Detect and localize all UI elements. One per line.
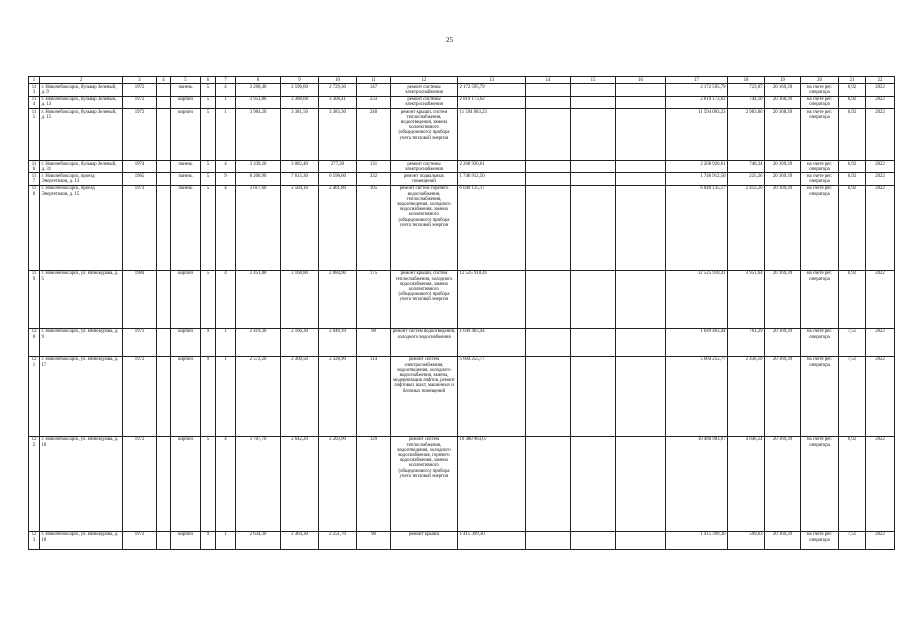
cell-living-area: 3 388,68 xyxy=(281,96,319,108)
cell-c15 xyxy=(571,173,616,185)
cell-c4 xyxy=(157,436,171,531)
cell-entrances: 1 xyxy=(216,328,236,356)
cell-address: г. Новочебоксарск, ул. Винокурова, д. 9 xyxy=(40,328,123,356)
cell-entrances: 4 xyxy=(216,84,236,96)
cell-cost: 2 268 926,61 xyxy=(458,161,526,173)
cell-num: 117 xyxy=(29,173,40,185)
cell-c21: 6,92 xyxy=(839,84,866,96)
table-row xyxy=(29,436,895,531)
cell-living-area: 2 504,10 xyxy=(281,185,319,270)
cell-c16 xyxy=(616,96,666,108)
cell-material: кирпич xyxy=(171,109,201,161)
cell-c18: 2 436,10 xyxy=(728,356,765,436)
cell-residents: 175 xyxy=(357,270,391,328)
cell-c4 xyxy=(157,356,171,436)
cell-c18: 599,63 xyxy=(728,531,765,549)
table-row xyxy=(29,270,895,328)
cell-address: г. Новочебоксарск, ул. Винокурова, д. 18 xyxy=(40,436,123,531)
column-number-cell: 7 xyxy=(216,77,236,84)
cell-c17: 2 268 926,61 xyxy=(666,161,728,173)
cell-num: 119 xyxy=(29,270,40,328)
cell-work: ремонт системы электроснабжения xyxy=(391,84,458,96)
cell-floors: 9 xyxy=(201,328,216,356)
cell-entrances: 4 xyxy=(216,185,236,270)
cell-c19: 20 168,39 xyxy=(765,109,801,161)
cell-c16 xyxy=(616,356,666,436)
cell-c16 xyxy=(616,109,666,161)
cell-c22: 2022 xyxy=(866,96,895,108)
cell-c22: 2022 xyxy=(866,436,895,531)
cell-residents: 233 xyxy=(357,96,391,108)
column-number-cell: 11 xyxy=(357,77,391,84)
cell-c22: 2022 xyxy=(866,161,895,173)
cell-c20: на счете рег. оператора xyxy=(801,173,839,185)
column-number-cell: 16 xyxy=(616,77,666,84)
cell-c10: 2 203,90 xyxy=(319,436,357,531)
cell-total-area: 3 451,80 xyxy=(236,270,281,328)
cell-c18: 744,10 xyxy=(728,96,765,108)
cell-entrances: 1 xyxy=(216,96,236,108)
cell-floors: 5 xyxy=(201,185,216,270)
cell-material: кирпич xyxy=(171,328,201,356)
cell-year: 1972 xyxy=(123,356,157,436)
cell-year: 1974 xyxy=(123,161,157,173)
cell-work: ремонт систем горячего водоснабжения, теплоснабжения, водоотведения, холодного водоснабжения, замена коллективного (общедомового) прибора учета тепловой энергии xyxy=(391,185,458,270)
cell-work: ремонт систем электроснабжения, водоотведения, холодного водоснабжения, замена, модернизация лифтов, ремонт лифтовых шахт, машинных и блочных помещений xyxy=(391,356,458,436)
cell-c19: 20 169,39 xyxy=(765,328,801,356)
column-number-cell: 8 xyxy=(236,77,281,84)
cell-c15 xyxy=(571,270,616,328)
column-number-cell: 20 xyxy=(801,77,839,84)
cell-material: кирпич xyxy=(171,270,201,328)
cell-c4 xyxy=(157,109,171,161)
cell-entrances: 9 xyxy=(216,173,236,185)
cell-num: 123 xyxy=(29,531,40,549)
cell-work: ремонт систем водоотведения, холодного водоснабжения xyxy=(391,328,458,356)
cell-c21: 6,92 xyxy=(839,436,866,531)
cell-c18: 2 983,00 xyxy=(728,109,765,161)
cell-entrances: 1 xyxy=(216,356,236,436)
cell-c15 xyxy=(571,436,616,531)
cell-address: г. Новочебоксарск, ул. Винокурова, д. 18 xyxy=(40,531,123,549)
cell-c17: 6 040 135,17 xyxy=(666,185,728,270)
cell-material: кирпич xyxy=(171,531,201,549)
cell-total-area: 3 984,20 xyxy=(236,109,281,161)
cell-c18: 761,29 xyxy=(728,328,765,356)
cell-c4 xyxy=(157,531,171,549)
cell-c20: на счете рег. оператора xyxy=(801,84,839,96)
cell-cost: 1 649 403,44 xyxy=(458,328,526,356)
cell-floors: 9 xyxy=(201,531,216,549)
cell-c19: 20 169,39 xyxy=(765,161,801,173)
table-row xyxy=(29,84,895,96)
cell-living-area: 3 168,80 xyxy=(281,270,319,328)
cell-residents: 105 xyxy=(357,185,391,270)
column-number-cell: 13 xyxy=(458,77,526,84)
page-number: 25 xyxy=(446,36,453,44)
cell-c19: 20 169,39 xyxy=(765,173,801,185)
cell-year: 1971 xyxy=(123,328,157,356)
cell-c16 xyxy=(616,185,666,270)
cell-living-area: 2 308,50 xyxy=(281,356,319,436)
cell-cost: 1 415 399,30 xyxy=(458,531,526,549)
cell-c20: на счете рег. оператора xyxy=(801,531,839,549)
cell-c17: 1 649 403,44 xyxy=(666,328,728,356)
cell-c16 xyxy=(616,531,666,549)
cell-c22: 2022 xyxy=(866,84,895,96)
cell-c19: 20 169,39 xyxy=(765,84,801,96)
column-number-cell: 15 xyxy=(571,77,616,84)
capital-repair-table xyxy=(28,76,895,550)
cell-c15 xyxy=(571,356,616,436)
cell-living-area: 3 381,50 xyxy=(281,109,319,161)
cell-year: 1972 xyxy=(123,436,157,531)
cell-c14 xyxy=(526,173,571,185)
cell-c21: 6,92 xyxy=(839,270,866,328)
cell-c15 xyxy=(571,96,616,108)
cell-num: 121 xyxy=(29,356,40,436)
cell-total-area: 3 707,70 xyxy=(236,436,281,531)
cell-c14 xyxy=(526,185,571,270)
cell-c22: 2022 xyxy=(866,328,895,356)
cell-c14 xyxy=(526,436,571,531)
cell-c21: 7,51 xyxy=(839,356,866,436)
cell-year: 1972 xyxy=(123,109,157,161)
cell-residents: 240 xyxy=(357,109,391,161)
cell-c15 xyxy=(571,185,616,270)
cell-c4 xyxy=(157,173,171,185)
cell-c21: 7,51 xyxy=(839,531,866,549)
cell-work: ремонт крыши xyxy=(391,531,458,549)
cell-total-area: 3 017,60 xyxy=(236,185,281,270)
cell-c19: 20 168,39 xyxy=(765,96,801,108)
cell-c10: 2 328,90 xyxy=(319,356,357,436)
column-number-cell: 21 xyxy=(839,77,866,84)
cell-total-area: 2 419,30 xyxy=(236,328,281,356)
cell-year: 1965 xyxy=(123,173,157,185)
cell-c21: 6,92 xyxy=(839,185,866,270)
cell-work: ремонт крыши, систем теплоснабжения, водоотведения, замена коллективного (общедомового) прибора учета тепловой энергии xyxy=(391,109,458,161)
cell-c4 xyxy=(157,161,171,173)
cell-address: г. Новочебоксарск, бульвар Зеленый, д. 13 xyxy=(40,96,123,108)
cell-total-area: 3 268,40 xyxy=(236,84,281,96)
cell-cost: 6 040 135,17 xyxy=(458,185,526,270)
cell-c14 xyxy=(526,96,571,108)
cell-floors: 5 xyxy=(201,84,216,96)
table-row xyxy=(29,109,895,161)
table-row xyxy=(29,531,895,549)
column-number-cell: 4 xyxy=(157,77,171,84)
cell-num: 114 xyxy=(29,96,40,108)
cell-year: 1972 xyxy=(123,96,157,108)
cell-c10: 2 461,80 xyxy=(319,185,357,270)
table-row xyxy=(29,96,895,108)
cell-cost: 2 819 173,62 xyxy=(458,96,526,108)
cell-address: г. Новочебоксарск, ул. Винокурова, д. 5 xyxy=(40,270,123,328)
cell-address: г. Новочебоксарск, бульвар Зеленый, д. 9 xyxy=(40,84,123,96)
cell-living-area: 7 615,30 xyxy=(281,173,319,185)
cell-c17: 5 604 255,77 xyxy=(666,356,728,436)
cell-c22: 2022 xyxy=(866,270,895,328)
cell-entrances: 4 xyxy=(216,161,236,173)
cell-year: 1972 xyxy=(123,531,157,549)
cell-address: г. Новочебоксарск, бульвар Зеленый, д. 31 xyxy=(40,161,123,173)
cell-num: 122 xyxy=(29,436,40,531)
cell-c20: на счете рег. оператора xyxy=(801,436,839,531)
cell-c22: 2022 xyxy=(866,109,895,161)
cell-c16 xyxy=(616,328,666,356)
table-row xyxy=(29,173,895,185)
cell-living-area: 2 642,20 xyxy=(281,436,319,531)
cell-c18: 3 951,64 xyxy=(728,270,765,328)
cell-c20: на счете рег. оператора xyxy=(801,161,839,173)
cell-num: 115 xyxy=(29,109,40,161)
cell-address: г. Новочебоксарск, ул. Винокурова, д. 17 xyxy=(40,356,123,436)
cell-address: г. Новочебоксарск, бульвар Зеленый, д. 15 xyxy=(40,109,123,161)
cell-material: кирпич xyxy=(171,436,201,531)
column-number-cell: 10 xyxy=(319,77,357,84)
cell-c21: 6,92 xyxy=(839,109,866,161)
cell-work: ремонт систем теплоснабжения, водоотведения, холодного водоснабжения, горячего водоснабжения, замена коллективного (общедомового) прибора учета тепловой энергии xyxy=(391,436,458,531)
cell-c21: 7,51 xyxy=(839,328,866,356)
cell-year: 1973 xyxy=(123,185,157,270)
cell-c20: на счете рег. оператора xyxy=(801,109,839,161)
cell-c10: 6 598,60 xyxy=(319,173,357,185)
cell-residents: 129 xyxy=(357,436,391,531)
cell-c15 xyxy=(571,109,616,161)
cell-c16 xyxy=(616,161,666,173)
cell-entrances: 4 xyxy=(216,436,236,531)
cell-address: г. Новочебоксарск, проезд Энергетиков, д. 13 xyxy=(40,173,123,185)
cell-c16 xyxy=(616,436,666,531)
cell-c10: 2 884,90 xyxy=(319,270,357,328)
cell-living-area: 2 166,30 xyxy=(281,328,319,356)
cell-c18: 225,26 xyxy=(728,173,765,185)
cell-total-area: 8 200,90 xyxy=(236,173,281,185)
cell-c10: 3 383,30 xyxy=(319,109,357,161)
cell-residents: 147 xyxy=(357,84,391,96)
cell-c15 xyxy=(571,84,616,96)
cell-c16 xyxy=(616,173,666,185)
table-row xyxy=(29,161,895,173)
cell-c17: 1 746 912,50 xyxy=(666,173,728,185)
cell-material: панель xyxy=(171,161,201,173)
cell-c14 xyxy=(526,356,571,436)
cell-c22: 2022 xyxy=(866,531,895,549)
cell-floors: 5 xyxy=(201,436,216,531)
cell-cost: 12 525 910,41 xyxy=(458,270,526,328)
cell-cost: 2 172 595,79 xyxy=(458,84,526,96)
column-number-cell: 18 xyxy=(728,77,765,84)
cell-residents: 98 xyxy=(357,328,391,356)
cell-c21: 6,92 xyxy=(839,161,866,173)
column-number-cell: 5 xyxy=(171,77,201,84)
cell-c4 xyxy=(157,185,171,270)
cell-c20: на счете рег. оператора xyxy=(801,356,839,436)
column-number-cell: 19 xyxy=(765,77,801,84)
cell-c19: 20 169,39 xyxy=(765,356,801,436)
cell-material: панель xyxy=(171,173,201,185)
cell-living-area: 2 596,60 xyxy=(281,84,319,96)
column-number-cell: 1 xyxy=(29,77,40,84)
cell-c14 xyxy=(526,109,571,161)
column-number-cell: 22 xyxy=(866,77,895,84)
cell-material: панель xyxy=(171,84,201,96)
cell-num: 116 xyxy=(29,161,40,173)
cell-residents: 98 xyxy=(357,531,391,549)
column-number-cell: 17 xyxy=(666,77,728,84)
cell-c22: 2022 xyxy=(866,356,895,436)
column-number-cell: 9 xyxy=(281,77,319,84)
cell-c14 xyxy=(526,270,571,328)
table-row xyxy=(29,356,895,436)
cell-c14 xyxy=(526,531,571,549)
cell-c21: 6,92 xyxy=(839,173,866,185)
column-number-cell: 3 xyxy=(123,77,157,84)
cell-c15 xyxy=(571,161,616,173)
cell-residents: 131 xyxy=(357,161,391,173)
cell-num: 120 xyxy=(29,328,40,356)
cell-c19: 20 169,39 xyxy=(765,436,801,531)
cell-cost: 11 594 083,23 xyxy=(458,109,526,161)
cell-c19: 20 169,39 xyxy=(765,185,801,270)
cell-c20: на счете рег. оператора xyxy=(801,328,839,356)
cell-entrances: 4 xyxy=(216,270,236,328)
cell-c17: 1 415 399,30 xyxy=(666,531,728,549)
cell-c10: 2 251,70 xyxy=(319,531,357,549)
cell-c4 xyxy=(157,84,171,96)
cell-c14 xyxy=(526,161,571,173)
cell-c14 xyxy=(526,84,571,96)
cell-c15 xyxy=(571,328,616,356)
cell-year: 1972 xyxy=(123,84,157,96)
table-row xyxy=(29,328,895,356)
cell-work: ремонт крыши, систем теплоснабжения, холодного водоснабжения, замена коллективного (общедомового) прибора учета тепловой энергии xyxy=(391,270,458,328)
cell-c17: 2 172 595,79 xyxy=(666,84,728,96)
cell-c22: 2022 xyxy=(866,173,895,185)
cell-c21: 6,92 xyxy=(839,96,866,108)
cell-c10: 2 729,30 xyxy=(319,84,357,96)
cell-c20: на счете рег. оператора xyxy=(801,270,839,328)
cell-material: панель xyxy=(171,185,201,270)
cell-c16 xyxy=(616,84,666,96)
cell-material: кирпич xyxy=(171,356,201,436)
cell-total-area: 2 634,30 xyxy=(236,531,281,549)
cell-work: ремонт подвальных помещений xyxy=(391,173,458,185)
cell-c14 xyxy=(526,328,571,356)
cell-living-area: 2 364,30 xyxy=(281,531,319,549)
cell-entrances: 1 xyxy=(216,531,236,549)
cell-c4 xyxy=(157,328,171,356)
column-number-cell: 6 xyxy=(201,77,216,84)
cell-num: 118 xyxy=(29,185,40,270)
cell-floors: 5 xyxy=(201,96,216,108)
cell-c10: 2 046,10 xyxy=(319,328,357,356)
cell-c10: 3 308,41 xyxy=(319,96,357,108)
cell-c19: 20 169,39 xyxy=(765,270,801,328)
cell-c20: на счете рег. оператора xyxy=(801,185,839,270)
cell-c18: 4 046,24 xyxy=(728,436,765,531)
cell-c4 xyxy=(157,96,171,108)
cell-cost: 10 480 983,67 xyxy=(458,436,526,531)
cell-c18: 723,07 xyxy=(728,84,765,96)
cell-work: ремонт системы электроснабжения xyxy=(391,96,458,108)
cell-floors: 5 xyxy=(201,161,216,173)
cell-year: 1984 xyxy=(123,270,157,328)
cell-c16 xyxy=(616,270,666,328)
cell-cost: 5 604 255,77 xyxy=(458,356,526,436)
cell-floors: 5 xyxy=(201,109,216,161)
column-number-cell: 14 xyxy=(526,77,571,84)
cell-floors: 9 xyxy=(201,356,216,436)
cell-residents: 332 xyxy=(357,173,391,185)
cell-c18: 2 412,20 xyxy=(728,185,765,270)
column-number-cell: 2 xyxy=(40,77,123,84)
cell-c18: 740,34 xyxy=(728,161,765,173)
cell-total-area: 3 951,86 xyxy=(236,96,281,108)
column-number-row xyxy=(29,77,895,84)
cell-c20: на счете рег. оператора xyxy=(801,96,839,108)
table-row xyxy=(29,185,895,270)
cell-residents: 114 xyxy=(357,356,391,436)
cell-c19: 20 169,39 xyxy=(765,531,801,549)
cell-total-area: 3 339,20 xyxy=(236,161,281,173)
cell-c22: 2022 xyxy=(866,185,895,270)
cell-num: 113 xyxy=(29,84,40,96)
cell-c17: 12 525 910,41 xyxy=(666,270,728,328)
cell-address: г. Новочебоксарск, проезд Энергетиков, д. 15 xyxy=(40,185,123,270)
cell-c4 xyxy=(157,270,171,328)
cell-c17: 11 594 083,23 xyxy=(666,109,728,161)
cell-c17: 10 480 983,67 xyxy=(666,436,728,531)
column-number-cell: 12 xyxy=(391,77,458,84)
cell-c10: 277,20 xyxy=(319,161,357,173)
cell-c15 xyxy=(571,531,616,549)
cell-c17: 2 819 173,62 xyxy=(666,96,728,108)
cell-entrances: 1 xyxy=(216,109,236,161)
cell-floors: 5 xyxy=(201,270,216,328)
cell-floors: 5 xyxy=(201,173,216,185)
cell-total-area: 2 572,20 xyxy=(236,356,281,436)
cell-living-area: 3 082,40 xyxy=(281,161,319,173)
cell-work: ремонт системы электроснабжения xyxy=(391,161,458,173)
cell-cost: 1 746 912,50 xyxy=(458,173,526,185)
cell-material: кирпич xyxy=(171,96,201,108)
